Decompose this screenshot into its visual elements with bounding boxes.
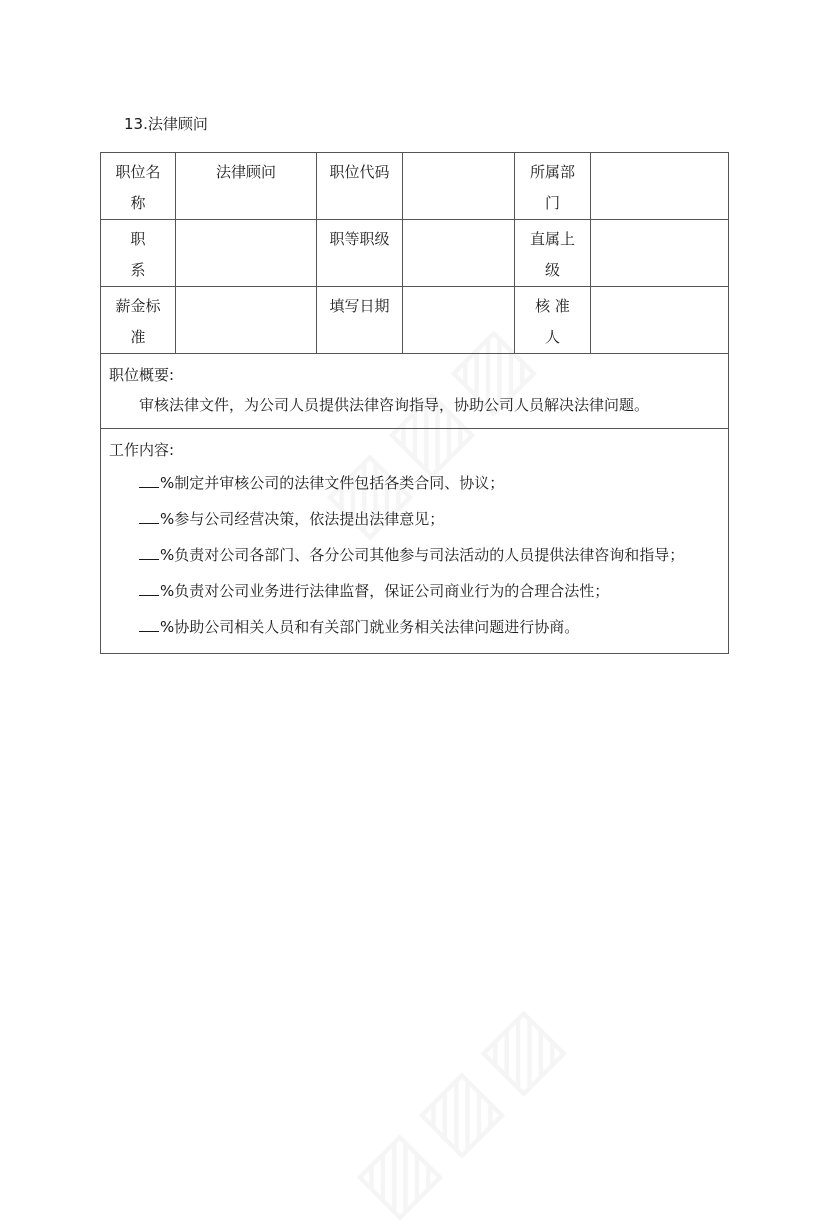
job-family-label: 职系 (130, 230, 146, 279)
position-name-label: 职位名称 (115, 163, 161, 212)
approver-value (591, 287, 728, 291)
fill-date-label: 填写日期 (329, 297, 390, 315)
salary-standard-label: 薪金标准 (115, 297, 161, 346)
grade-level-label: 职等职级 (329, 230, 390, 248)
table-cell (515, 153, 591, 220)
duty-text: %参与公司经营决策，依法提出法律意见； (160, 510, 445, 528)
summary-text: 审核法律文件，为公司人员提供法律咨询指导，协助公司人员解决法律问题。 (139, 396, 650, 414)
direct-supervisor-value (591, 220, 728, 224)
duty-text: %制定并审核公司的法律文件包括各类合同、协议； (160, 474, 505, 492)
blank-line (139, 617, 159, 632)
position-code-value (403, 153, 514, 157)
department-label: 所属部门 (529, 163, 575, 212)
blank-line (139, 473, 159, 488)
duty-item (109, 573, 720, 609)
table-cell (591, 287, 729, 354)
table-cell (591, 153, 729, 220)
table-cell (176, 287, 317, 354)
table-cell (403, 287, 515, 354)
duty-text: %协助公司相关人员和有关部门就业务相关法律问题进行协商。 (160, 618, 580, 636)
duties-row (101, 429, 729, 654)
duties-section (101, 429, 729, 654)
blank-line (139, 509, 159, 524)
table-cell (101, 220, 176, 287)
fill-date-value (403, 287, 514, 291)
table-cell (176, 153, 317, 220)
table-cell (403, 153, 515, 220)
grade-level-value (403, 220, 514, 224)
watermark (336, 981, 588, 1232)
position-name-value: 法律顾问 (215, 163, 276, 181)
table-row (101, 220, 729, 287)
job-family-value (176, 220, 316, 224)
table-cell (591, 220, 729, 287)
approver-label: 核 准人 (535, 297, 570, 346)
table-cell (101, 287, 176, 354)
summary-heading: 职位概要: (109, 366, 175, 384)
table-row (101, 287, 729, 354)
table-cell (101, 153, 176, 220)
position-code-label: 职位代码 (329, 163, 390, 181)
table-cell (176, 220, 317, 287)
blank-line (139, 545, 159, 560)
direct-supervisor-label: 直属上级 (529, 230, 575, 279)
table-cell (317, 153, 403, 220)
page-title: 13.法律顾问 (124, 115, 208, 133)
table-row (101, 153, 729, 220)
table-cell (317, 287, 403, 354)
summary-row (101, 354, 729, 429)
duty-item (109, 537, 720, 573)
duty-text: %负责对公司业务进行法律监督，保证公司商业行为的合理合法性； (160, 582, 610, 600)
duty-item (109, 609, 720, 645)
duties-heading: 工作内容: (109, 441, 175, 459)
table-cell (515, 220, 591, 287)
department-value (591, 153, 728, 157)
duty-item (109, 465, 720, 501)
duty-item (109, 501, 720, 537)
salary-standard-value (176, 287, 316, 291)
table-cell (515, 287, 591, 354)
duty-text: %负责对公司各部门、各分公司其他参与司法活动的人员提供法律咨询和指导； (160, 546, 685, 564)
table-cell (403, 220, 515, 287)
summary-section (101, 354, 729, 429)
blank-line (139, 581, 159, 596)
table-cell (317, 220, 403, 287)
job-info-table (100, 152, 729, 654)
